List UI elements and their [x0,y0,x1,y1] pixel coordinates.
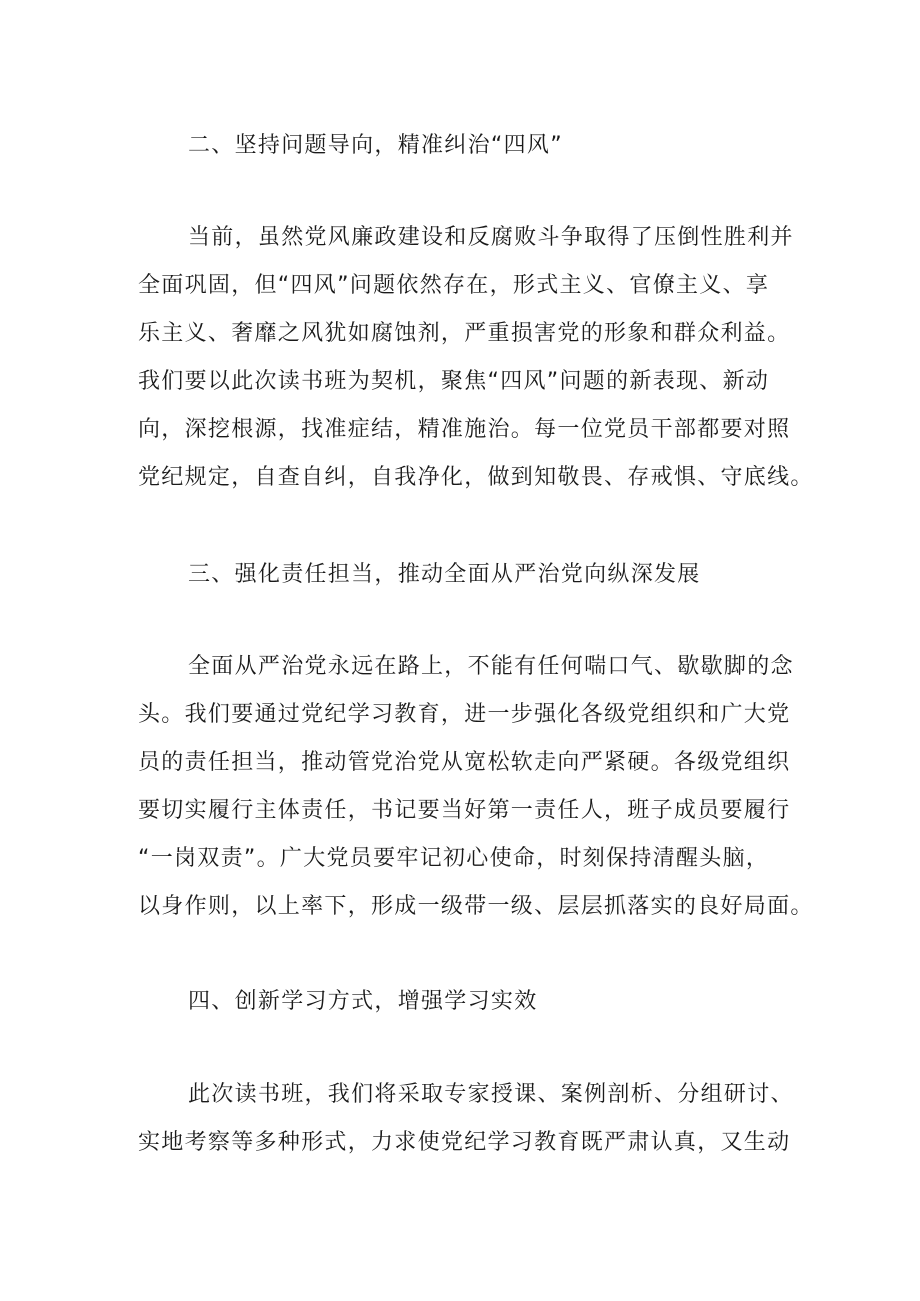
paragraph-line: 向，深挖根源，找准症结，精准施治。每一位党员干部都要对照 [138,417,791,442]
section-heading-2: 二、坚持问题导向，精准纠治“四风” [188,133,563,158]
paragraph-line: 乐主义、奢靡之风犹如腐蚀剂，严重损害党的形象和群众利益。 [138,321,791,346]
paragraph-line: 要切实履行主体责任，书记要当好第一责任人，班子成员要履行 [138,798,791,823]
section-heading-3: 三、强化责任担当，推动全面从严治党向纵深发展 [188,562,701,587]
paragraph-line: 党纪规定，自查自纠，自我净化，做到知敬畏、存戒惧、守底线。 [138,465,814,490]
document-body [138,128,814,1167]
paragraph-line: 以身作则，以上率下，形成一级带一级、层层抓落实的良好局面。 [138,894,814,919]
paragraph-line: 全面从严治党永远在路上，不能有任何喘口气、歇歇脚的念 [188,654,794,679]
section-paragraph-2 [138,214,814,502]
paragraph-line: 全面巩固，但“四风”问题依然存在，形式主义、官僚主义、享 [138,273,770,298]
section-paragraph-4 [138,1071,798,1167]
paragraph-line: “一岗双责”。广大党员要牢记初心使命，时刻保持清醒头脑， [138,846,770,871]
paragraph-line: 此次读书班，我们将采取专家授课、案例剖析、分组研讨、 [188,1082,794,1107]
section-heading-4: 四、创新学习方式，增强学习实效 [188,989,538,1014]
paragraph-line: 我们要以此次读书班为契机，聚焦“四风”问题的新表现、新动 [138,369,770,394]
paragraph-line: 头。我们要通过党纪学习教育，进一步强化各级党组织和广大党 [138,702,791,727]
paragraph-line: 实地考察等多种形式，力求使党纪学习教育既严肃认真，又生动 [138,1130,791,1155]
paragraph-line: 当前，虽然党风廉政建设和反腐败斗争取得了压倒性胜利并 [188,225,794,250]
section-paragraph-3 [138,643,814,931]
paragraph-line: 员的责任担当，推动管党治党从宽松软走向严紧硬。各级党组织 [138,750,791,775]
